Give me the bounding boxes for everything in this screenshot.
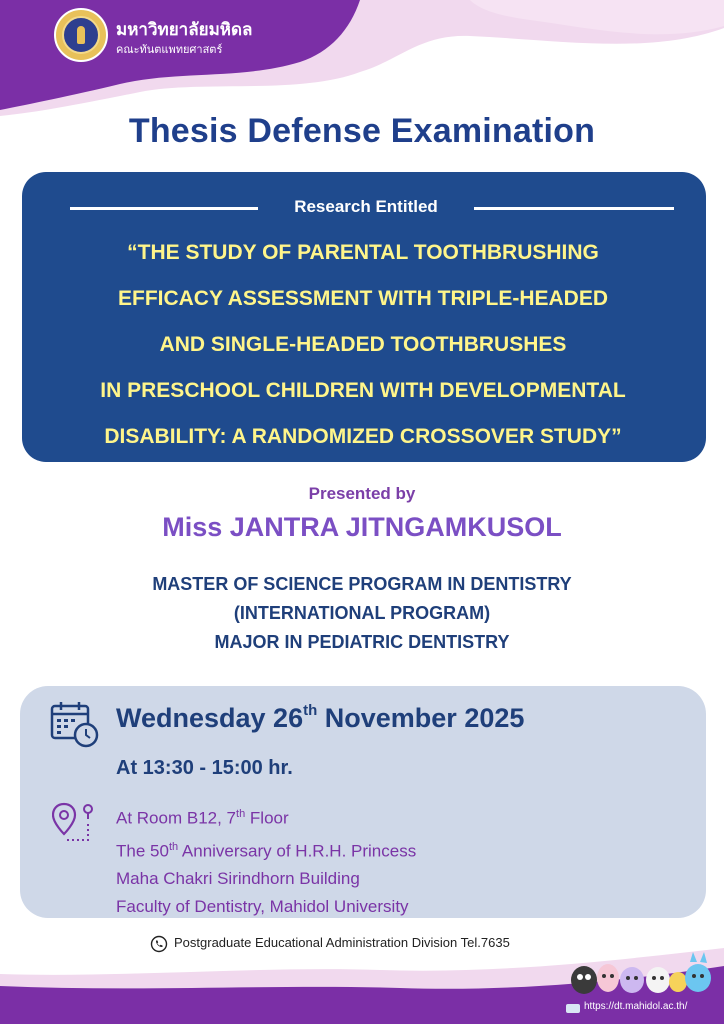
contact-text: Postgraduate Educational Administration Division Tel.7635 <box>174 935 510 950</box>
event-time: At 13:30 - 15:00 hr. <box>116 757 293 779</box>
research-title-line: IN PRESCHOOL CHILDREN WITH DEVELOPMENTAL <box>100 379 626 402</box>
website-link[interactable]: https://dt.mahidol.ac.th/ <box>584 1001 688 1012</box>
location-pin-icon <box>52 802 98 846</box>
web-icon <box>566 1004 580 1013</box>
research-title-line: AND SINGLE-HEADED TOOTHBRUSHES <box>159 333 567 356</box>
research-title-line: DISABILITY: A RANDOMIZED CROSSOVER STUDY” <box>104 425 622 448</box>
presented-by-label: Presented by <box>308 484 416 503</box>
program-line: (INTERNATIONAL PROGRAM) <box>233 603 491 623</box>
venue-line: Faculty of Dentistry, Mahidol University <box>116 897 409 917</box>
research-title-line: “THE STUDY OF PARENTAL TOOTHBRUSHING <box>127 241 599 264</box>
venue-line: At Room B12, 7th Floor <box>116 808 289 828</box>
page-title: Thesis Defense Examination <box>128 112 596 150</box>
program-info <box>0 570 724 657</box>
venue-line: Maha Chakri Sirindhorn Building <box>116 869 360 889</box>
faculty-name: คณะทันตแพทยศาสตร์ <box>116 44 223 56</box>
mascot-illustration <box>566 948 716 998</box>
header-wave <box>0 0 724 120</box>
research-label: Research Entitled <box>294 197 438 216</box>
calendar-clock-icon <box>50 700 100 748</box>
venue-line: The 50th Anniversary of H.R.H. Princess <box>116 840 417 861</box>
divider-left <box>70 207 258 210</box>
program-line: MAJOR IN PEDIATRIC DENTISTRY <box>214 632 510 652</box>
date-month-year: November 2025 <box>317 703 525 733</box>
presenter-name: Miss JANTRA JITNGAMKUSOL <box>162 512 562 542</box>
event-date <box>116 703 524 734</box>
divider-right <box>474 207 674 210</box>
program-line: MASTER OF SCIENCE PROGRAM IN DENTISTRY <box>152 574 572 594</box>
date-ordinal: th <box>303 702 318 719</box>
university-name: มหาวิทยาลัยมหิดล <box>116 20 253 39</box>
date-day: Wednesday 26 <box>116 703 304 733</box>
event-venue <box>116 800 416 921</box>
research-title-line: EFFICACY ASSESSMENT WITH TRIPLE-HEADED <box>117 287 609 310</box>
mahidol-logo <box>54 8 108 62</box>
research-title <box>30 230 696 460</box>
